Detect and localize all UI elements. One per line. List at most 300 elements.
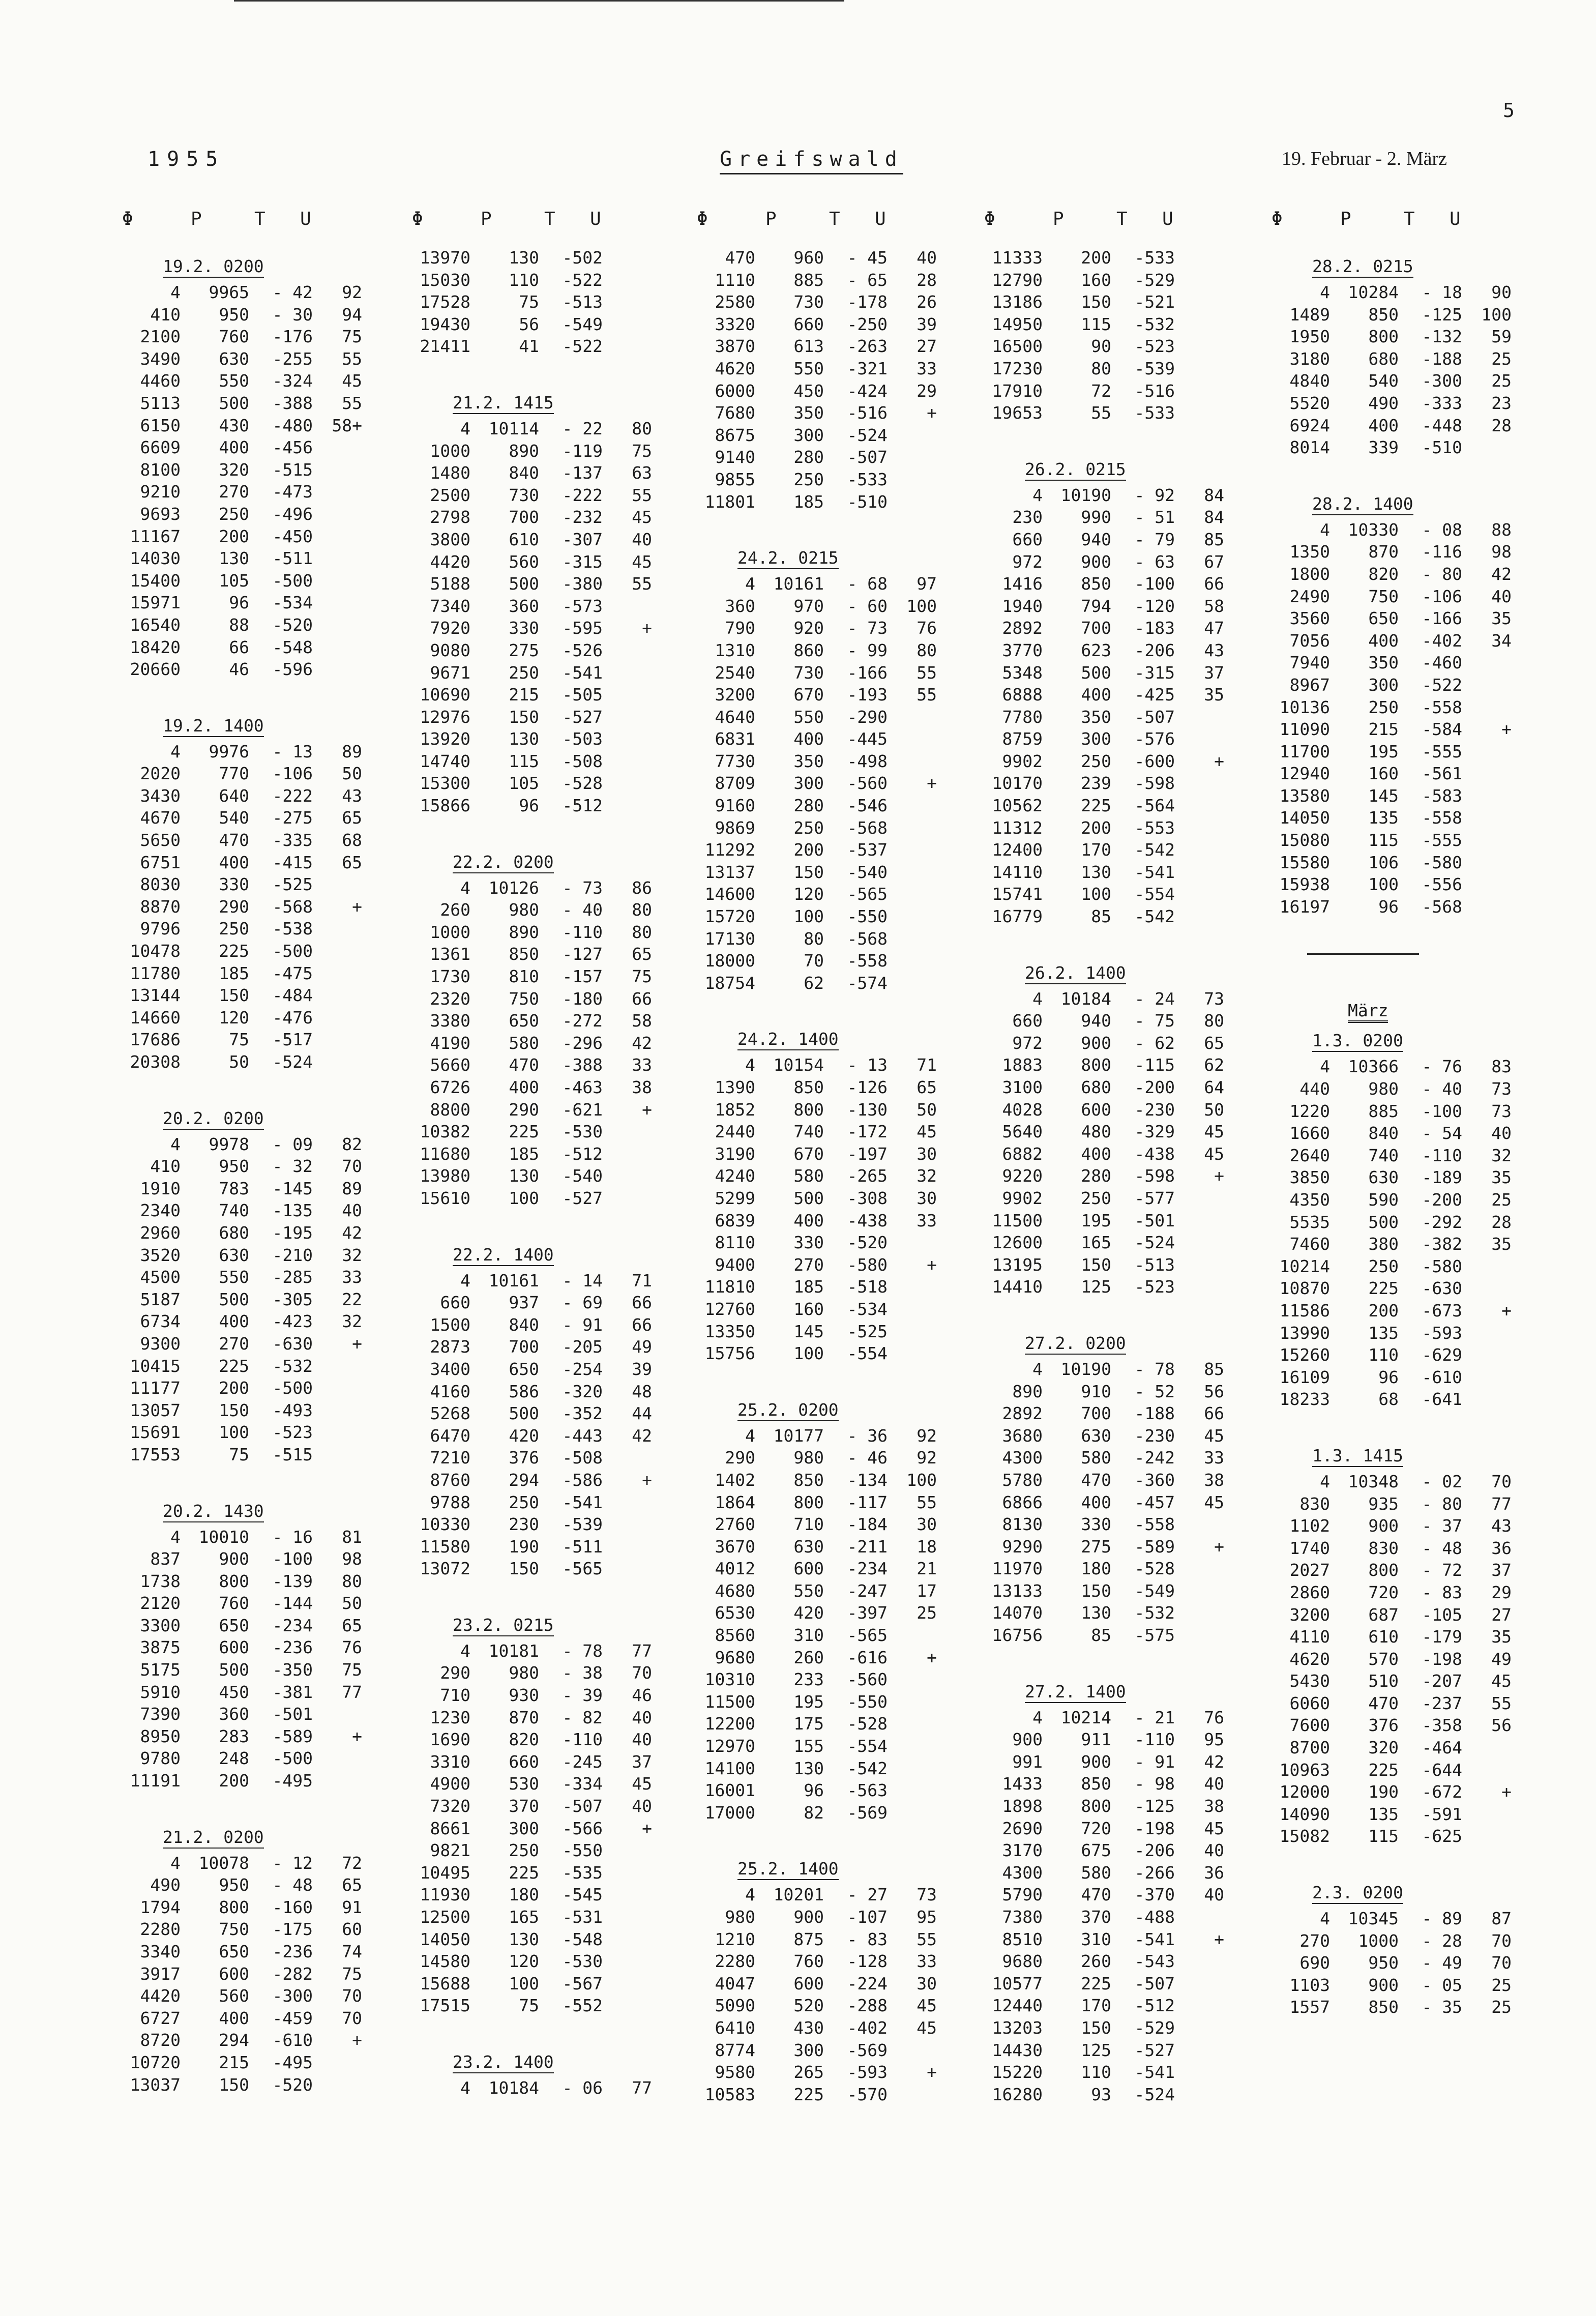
pressure-cell: 10214	[1060, 1707, 1111, 1727]
geopotential-cell: 4	[1320, 1471, 1330, 1491]
temperature-cell: -234	[272, 1615, 313, 1635]
table-row	[397, 529, 666, 551]
pressure-cell: 200	[219, 526, 249, 546]
humidity-cell: 33	[917, 1210, 937, 1230]
pressure-cell: 150	[1081, 1580, 1111, 1601]
geopotential-cell: 7940	[1289, 653, 1330, 673]
table-row	[1256, 852, 1526, 874]
humidity-cell: 38	[1204, 1470, 1224, 1490]
table-row	[107, 570, 376, 592]
geopotential-cell: 8675	[715, 425, 755, 445]
humidity-cell: 71	[632, 1270, 652, 1291]
temperature-cell: -211	[847, 1536, 888, 1557]
pressure-cell: 110	[509, 270, 539, 290]
pressure-cell: 320	[219, 459, 249, 480]
pressure-cell: 180	[509, 1885, 539, 1905]
temperature-cell: -600	[1134, 751, 1175, 771]
humidity-cell: 35	[1491, 1234, 1512, 1254]
geopotential-cell: 16197	[1279, 896, 1330, 917]
temperature-cell: - 09	[272, 1134, 313, 1154]
sounding-title	[1256, 252, 1526, 281]
temperature-cell: -144	[272, 1593, 313, 1614]
geopotential-cell: 13203	[992, 2017, 1043, 2038]
table-row	[397, 1143, 666, 1165]
pressure-cell: 200	[793, 840, 824, 860]
table-row	[682, 639, 951, 662]
pressure-cell: 270	[793, 1254, 824, 1275]
pressure-cell: 800	[219, 1571, 249, 1591]
table-row	[107, 1133, 376, 1156]
pressure-cell: 145	[1368, 785, 1399, 806]
table-row	[969, 1862, 1238, 1884]
pressure-cell: 9976	[209, 741, 249, 761]
table-row	[1256, 1056, 1526, 1078]
geopotential-cell: 8700	[1289, 1738, 1330, 1758]
humidity-cell: +	[352, 1333, 362, 1354]
geopotential-cell: 11580	[420, 1536, 470, 1557]
sounding-title	[1256, 1878, 1526, 1908]
temperature-cell: -415	[272, 852, 313, 872]
geopotential-cell: 4640	[715, 707, 755, 727]
geopotential-cell: 12400	[992, 840, 1043, 860]
pressure-cell: 46	[229, 659, 249, 680]
pressure-cell: 376	[1368, 1715, 1399, 1736]
table-row	[107, 326, 376, 348]
table-row	[1256, 1803, 1526, 1826]
table-row	[107, 1570, 376, 1593]
geopotential-cell: 2860	[1289, 1582, 1330, 1602]
temperature-cell: - 91	[1134, 1751, 1175, 1772]
humidity-cell: 25	[1491, 1975, 1512, 1995]
table-row	[107, 1155, 376, 1178]
temperature-cell: -672	[1422, 1782, 1462, 1802]
temperature-cell: -382	[1422, 1234, 1462, 1254]
table-row	[397, 1662, 666, 1684]
geopotential-cell: 15756	[704, 1343, 755, 1364]
humidity-cell: 55	[632, 485, 652, 505]
pressure-cell: 600	[1081, 1099, 1111, 1120]
temperature-cell: -549	[1134, 1580, 1175, 1601]
humidity-cell: 28	[1491, 415, 1512, 435]
column-1	[107, 209, 376, 2126]
table-row	[107, 1377, 376, 1399]
temperature-cell: -107	[847, 1907, 888, 1927]
table-row	[107, 1548, 376, 1570]
pressure-cell: 980	[793, 1448, 824, 1468]
temperature-cell: -305	[272, 1289, 313, 1309]
geopotential-cell: 15220	[992, 2062, 1043, 2083]
geopotential-cell: 12976	[420, 707, 470, 727]
table-row	[107, 962, 376, 985]
table-row	[969, 861, 1238, 884]
sounding-title	[969, 1677, 1238, 1707]
pressure-cell: 700	[509, 1337, 539, 1357]
table-row	[107, 1178, 376, 1200]
humidity-cell: 92	[917, 1448, 937, 1468]
pressure-cell: 294	[509, 1470, 539, 1490]
pressure-cell: 280	[1081, 1166, 1111, 1186]
geopotential-cell: 6726	[430, 1077, 470, 1097]
geopotential-cell: 6000	[715, 380, 755, 401]
humidity-cell: 76	[917, 618, 937, 638]
sounding-title	[682, 543, 951, 573]
temperature-cell: -524	[1134, 1233, 1175, 1253]
pressure-cell: 10161	[773, 574, 824, 594]
header-t: T	[1404, 209, 1415, 229]
temperature-cell: -501	[272, 1704, 313, 1724]
table-row	[969, 1707, 1238, 1729]
geopotential-cell: 16500	[992, 336, 1043, 357]
table-row	[1256, 807, 1526, 829]
geopotential-cell: 17528	[420, 292, 470, 312]
sounding-date-time: 26.2. 1400	[1025, 963, 1126, 984]
humidity-cell: 37	[632, 1751, 652, 1772]
temperature-cell: -135	[272, 1200, 313, 1221]
geopotential-cell: 1738	[140, 1571, 181, 1591]
pressure-cell: 330	[793, 1233, 824, 1253]
geopotential-cell: 6839	[715, 1210, 755, 1230]
sounding-title	[107, 711, 376, 741]
table-row	[397, 750, 666, 773]
table-row	[1256, 1322, 1526, 1344]
geopotential-cell: 1898	[1002, 1796, 1043, 1816]
humidity-cell: 48	[632, 1381, 652, 1401]
sounding-block	[397, 2047, 666, 2099]
pressure-cell: 150	[1081, 1254, 1111, 1275]
humidity-cell: 39	[917, 314, 937, 334]
humidity-cell: 70	[1491, 1930, 1512, 1951]
geopotential-cell: 3490	[140, 348, 181, 369]
temperature-cell: -476	[272, 1007, 313, 1028]
temperature-cell: -548	[562, 1929, 603, 1949]
pressure-cell: 560	[509, 551, 539, 572]
pressure-cell: 75	[519, 1996, 539, 2016]
geopotential-cell: 4	[170, 282, 181, 302]
geopotential-cell: 4300	[1002, 1862, 1043, 1883]
table-row	[107, 1985, 376, 2007]
table-row	[397, 1270, 666, 1292]
pressure-cell: 630	[219, 348, 249, 369]
table-row	[969, 1558, 1238, 1580]
table-row	[969, 1054, 1238, 1076]
geopotential-cell: 11333	[992, 248, 1043, 268]
geopotential-cell: 5175	[140, 1660, 181, 1680]
geopotential-cell: 12000	[1279, 1782, 1330, 1802]
temperature-cell: -532	[1134, 1603, 1175, 1623]
geopotential-cell: 790	[725, 618, 755, 638]
geopotential-cell: 1361	[430, 944, 470, 964]
temperature-cell: -630	[272, 1333, 313, 1354]
table-row	[107, 1310, 376, 1333]
temperature-cell: -554	[1134, 884, 1175, 904]
temperature-cell: -126	[847, 1077, 888, 1097]
temperature-cell: - 39	[562, 1685, 603, 1706]
pressure-cell: 830	[1368, 1538, 1399, 1558]
temperature-cell: -550	[847, 1691, 888, 1712]
temperature-cell: -172	[847, 1122, 888, 1142]
pressure-cell: 590	[1368, 1190, 1399, 1210]
geopotential-cell: 1103	[1289, 1975, 1330, 1995]
temperature-cell: -205	[562, 1337, 603, 1357]
pressure-cell: 600	[219, 1963, 249, 1984]
humidity-cell: 39	[632, 1359, 652, 1379]
temperature-cell: -521	[1134, 292, 1175, 312]
table-row	[969, 1232, 1238, 1254]
geopotential-cell: 5520	[1289, 393, 1330, 413]
pressure-cell: 400	[1368, 415, 1399, 435]
table-row	[107, 741, 376, 763]
temperature-cell: -583	[1422, 785, 1462, 806]
pressure-cell: 250	[1368, 697, 1399, 717]
table-row	[682, 1802, 951, 1824]
pressure-cell: 300	[793, 2040, 824, 2060]
pressure-cell: 180	[1081, 1559, 1111, 1579]
temperature-cell: -533	[1134, 248, 1175, 268]
pressure-cell: 850	[793, 1077, 824, 1097]
geopotential-cell: 1690	[430, 1729, 470, 1750]
pressure-cell: 760	[219, 1593, 249, 1614]
geopotential-cell: 8030	[140, 874, 181, 895]
table-row	[397, 1314, 666, 1336]
geopotential-cell: 18420	[130, 637, 181, 657]
geopotential-cell: 15971	[130, 593, 181, 613]
pressure-cell: 700	[1081, 618, 1111, 638]
geopotential-cell: 14070	[992, 1603, 1043, 1623]
sounding-block	[107, 252, 376, 681]
humidity-cell: 35	[1491, 1627, 1512, 1647]
table-row	[397, 1032, 666, 1054]
humidity-cell: 45	[1491, 1671, 1512, 1691]
pressure-cell: 840	[509, 463, 539, 483]
geopotential-cell: 9680	[715, 1647, 755, 1667]
geopotential-cell: 14600	[704, 884, 755, 904]
table-row	[397, 1906, 666, 1928]
pressure-cell: 990	[1081, 507, 1111, 527]
humidity-cell: 35	[1204, 685, 1224, 705]
table-row	[969, 2084, 1238, 2106]
humidity-cell: 77	[342, 1682, 362, 1702]
temperature-cell: -463	[562, 1077, 603, 1097]
pressure-cell: 120	[509, 1951, 539, 1972]
temperature-cell: -183	[1134, 618, 1175, 638]
temperature-cell: -370	[1134, 1885, 1175, 1905]
pressure-cell: 580	[509, 1033, 539, 1053]
table-row	[397, 418, 666, 440]
humidity-cell: +	[927, 2062, 937, 2083]
temperature-cell: -511	[562, 1536, 603, 1557]
pressure-cell: 68	[1378, 1389, 1399, 1410]
pressure-cell: 430	[793, 2017, 824, 2038]
temperature-cell: -245	[562, 1751, 603, 1772]
header-p: P	[481, 209, 492, 229]
table-row	[397, 1684, 666, 1707]
geopotential-cell: 8950	[140, 1726, 181, 1746]
temperature-cell: -502	[562, 248, 603, 268]
geopotential-cell: 9210	[140, 482, 181, 502]
pressure-cell: 540	[219, 808, 249, 828]
temperature-cell: -555	[1422, 741, 1462, 761]
pressure-cell: 270	[219, 482, 249, 502]
pressure-cell: 840	[1368, 1123, 1399, 1144]
pressure-cell: 550	[793, 707, 824, 727]
sounding-date-time: 23.2. 1400	[453, 2052, 554, 2073]
pressure-cell: 310	[1081, 1929, 1111, 1949]
pressure-cell: 185	[219, 963, 249, 983]
table-row	[397, 1336, 666, 1358]
table-row	[107, 2074, 376, 2096]
geopotential-cell: 660	[1012, 1011, 1043, 1031]
temperature-cell: -105	[1422, 1604, 1462, 1625]
humidity-cell: 65	[1204, 1033, 1224, 1053]
table-row	[682, 772, 951, 795]
pressure-cell: 250	[793, 817, 824, 838]
column-header	[682, 209, 951, 247]
humidity-cell: 77	[632, 2077, 652, 2098]
sounding-block	[107, 1104, 376, 1466]
temperature-cell: -457	[1134, 1492, 1175, 1512]
table-row	[107, 1355, 376, 1377]
geopotential-cell: 10214	[1279, 1256, 1330, 1276]
temperature-cell: -320	[562, 1381, 603, 1401]
humidity-cell: 75	[342, 1660, 362, 1680]
table-row	[682, 905, 951, 928]
pressure-cell: 225	[509, 1122, 539, 1142]
temperature-cell: -530	[562, 1951, 603, 1972]
temperature-cell: -255	[272, 348, 313, 369]
humidity-cell: 33	[342, 1267, 362, 1287]
geopotential-cell: 13057	[130, 1400, 181, 1420]
table-row	[1256, 1388, 1526, 1411]
geopotential-cell: 4	[1320, 519, 1330, 540]
geopotential-cell: 9680	[1002, 1951, 1043, 1972]
geopotential-cell: 1730	[430, 966, 470, 987]
geopotential-cell: 8870	[140, 896, 181, 917]
pressure-cell: 890	[509, 441, 539, 461]
humidity-cell: 92	[342, 282, 362, 302]
geopotential-cell: 14660	[130, 1007, 181, 1028]
geopotential-cell: 5113	[140, 393, 181, 413]
geopotential-cell: 9855	[715, 469, 755, 489]
humidity-cell: 76	[342, 1637, 362, 1658]
sounding-title	[397, 1610, 666, 1640]
table-row	[397, 1381, 666, 1403]
sounding-date-time: 1.3. 0200	[1312, 1031, 1403, 1052]
humidity-cell: 70	[1491, 1953, 1512, 1973]
table-row	[682, 269, 951, 291]
temperature-cell: -589	[272, 1726, 313, 1746]
pressure-cell: 650	[1368, 608, 1399, 629]
pressure-cell: 800	[1081, 1055, 1111, 1075]
temperature-cell: - 51	[1134, 507, 1175, 527]
table-row	[397, 291, 666, 313]
temperature-cell: -128	[847, 1951, 888, 1972]
geopotential-cell: 4110	[1289, 1627, 1330, 1647]
pressure-cell: 600	[793, 1973, 824, 1993]
sounding-block	[107, 1497, 376, 1792]
geopotential-cell: 16280	[992, 2084, 1043, 2104]
table-row	[1256, 392, 1526, 415]
temperature-cell: - 73	[847, 618, 888, 638]
pressure-cell: 185	[509, 1144, 539, 1164]
humidity-cell: 25	[917, 1603, 937, 1623]
table-row	[969, 1884, 1238, 1906]
geopotential-cell: 972	[1012, 551, 1043, 572]
pressure-cell: 800	[1368, 327, 1399, 347]
temperature-cell: -176	[272, 327, 313, 347]
humidity-cell: 49	[632, 1337, 652, 1357]
pressure-cell: 911	[1081, 1729, 1111, 1750]
humidity-cell: 27	[1491, 1604, 1512, 1625]
pressure-cell: 290	[509, 1099, 539, 1120]
humidity-cell: 21	[917, 1559, 937, 1579]
table-row	[1256, 1166, 1526, 1189]
pressure-cell: 750	[509, 988, 539, 1009]
temperature-cell: -100	[1422, 1101, 1462, 1121]
humidity-cell: 56	[1204, 1381, 1224, 1401]
sounding-title	[682, 1024, 951, 1054]
humidity-cell: 40	[1204, 1774, 1224, 1794]
table-row	[107, 829, 376, 852]
pressure-cell: 840	[509, 1314, 539, 1335]
geopotential-cell: 4012	[715, 1559, 755, 1579]
table-row	[1256, 1515, 1526, 1537]
temperature-cell: -380	[562, 574, 603, 594]
temperature-cell: -210	[272, 1245, 313, 1265]
geopotential-cell: 4	[460, 2077, 470, 2098]
pressure-cell: 200	[1368, 1300, 1399, 1321]
table-row	[1256, 1604, 1526, 1626]
temperature-cell: -644	[1422, 1760, 1462, 1780]
temperature-cell: -236	[272, 1637, 313, 1658]
geopotential-cell: 15720	[704, 906, 755, 927]
temperature-cell: -673	[1422, 1300, 1462, 1321]
table-row	[397, 1884, 666, 1906]
table-row	[682, 1536, 951, 1558]
temperature-cell: -132	[1422, 327, 1462, 347]
geopotential-cell: 11500	[992, 1210, 1043, 1230]
table-row	[1256, 1233, 1526, 1255]
temperature-cell: - 13	[272, 741, 313, 761]
pressure-cell: 215	[1368, 719, 1399, 740]
geopotential-cell: 7210	[430, 1448, 470, 1468]
geopotential-cell: 5348	[1002, 662, 1043, 683]
pressure-cell: 370	[1081, 1907, 1111, 1927]
sounding-date-time: 19.2. 1400	[163, 716, 264, 737]
pressure-cell: 900	[1081, 1033, 1111, 1053]
temperature-cell: - 32	[272, 1156, 313, 1177]
geopotential-cell: 2873	[430, 1337, 470, 1357]
pressure-cell: 430	[219, 415, 249, 435]
pressure-cell: 10177	[773, 1425, 824, 1446]
geopotential-cell: 6530	[715, 1603, 755, 1623]
table-row	[397, 484, 666, 507]
pressure-cell: 96	[519, 796, 539, 816]
pressure-cell: 550	[793, 1580, 824, 1601]
table-row	[107, 2007, 376, 2030]
geopotential-cell: 1950	[1289, 327, 1330, 347]
humidity-cell: 40	[632, 1796, 652, 1816]
table-row	[1256, 1581, 1526, 1604]
temperature-cell: -134	[847, 1470, 888, 1490]
temperature-cell: -554	[847, 1736, 888, 1756]
temperature-cell: -425	[1134, 685, 1175, 705]
table-row	[397, 1950, 666, 1973]
geopotential-cell: 4	[460, 418, 470, 438]
humidity-cell: 100	[1481, 304, 1512, 325]
humidity-cell: 50	[1204, 1099, 1224, 1120]
table-row	[682, 795, 951, 817]
table-row	[969, 1121, 1238, 1143]
